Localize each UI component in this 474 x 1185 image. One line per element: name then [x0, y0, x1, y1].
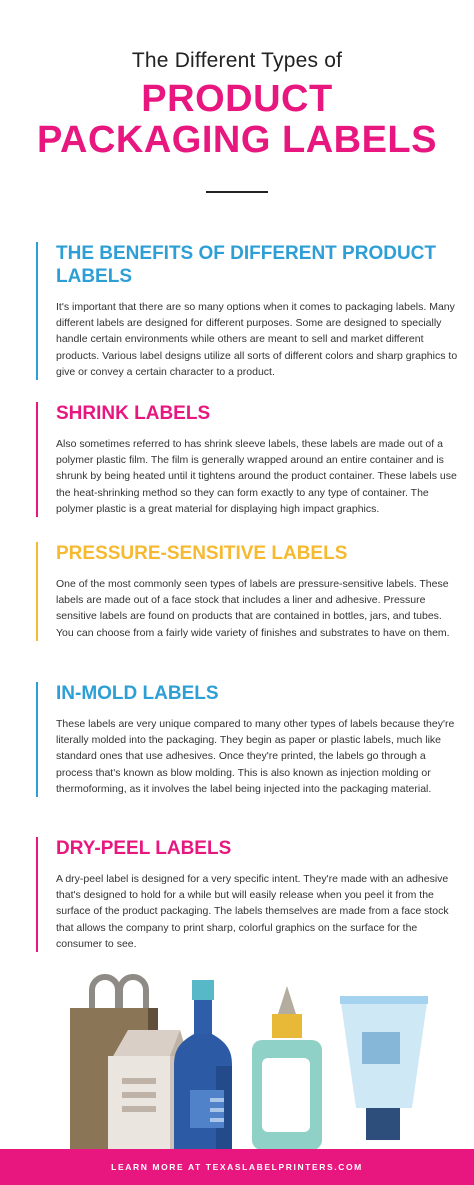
section-shrink-labels [36, 402, 458, 517]
footer-link-text[interactable]: LEARN MORE AT TEXASLABELPRINTERS.COM [111, 1162, 363, 1172]
section-body: A dry-peel label is designed for a very specific intent. They're made with an adhesive that's designed to hold for a while but will easily release when you peel it from the surface of the product packaging. The labels themselves are made from a face stock that allows the company to print sharp, colorful graphics on the surface for the consumer to see. [56, 873, 449, 950]
title-line-1: The Different Types of [131, 49, 343, 72]
footer-banner [0, 1149, 474, 1185]
section-body: These labels are very unique compared to many other types of labels because they're literally molded into the packaging. They begin as paper or plastic labels, much like standard ones that use adhesives. Once they're printed, the labels go through a process that's known as blow molding. This is also known as injection molding or thermoforming, as it involves the label being injected into the packaging material. [56, 718, 455, 795]
section-title: DRY-PEEL LABELS [56, 838, 232, 859]
section-accent-bar [36, 402, 38, 517]
section-title: IN-MOLD LABELS [56, 683, 219, 704]
bottle-icon [174, 980, 232, 1150]
section-in-mold [36, 682, 458, 797]
section-title: THE BENEFITS OF DIFFERENT PRODUCT LABELS [56, 243, 436, 287]
section-dry-peel [36, 837, 458, 952]
title-product: PRODUCT [141, 78, 333, 120]
section-body: It's important that there are so many options when it comes to packaging labels. Many different labels are designed for different purposes. Some are designed to specially handle certain environments while others are meant to sell and market different products. Various label designs utilize all sorts of different colors and sharp graphics to give or convey a certain character to a product. [56, 301, 458, 378]
packaging-illustration [0, 970, 474, 1150]
section-title: SHRINK LABELS [56, 403, 211, 424]
section-body: One of the most commonly seen types of labels are pressure-sensitive labels. These labels are made out of a face stock that includes a liner and adhesive. Pressure sensitive labels are found on products that are contained in bottles, jars, and tubes. You can choose from a fairly wide variety of finishes and substrates to have on them. [56, 578, 450, 639]
tube-icon [340, 996, 428, 1140]
section-benefits [36, 242, 458, 380]
section-accent-bar [36, 682, 38, 797]
title-line-2 [0, 79, 474, 161]
section-accent-bar [36, 542, 38, 641]
title-packaging-labels: PACKAGING LABELS [37, 119, 437, 161]
section-pressure-sensitive [36, 542, 458, 641]
section-title: PRESSURE-SENSITIVE LABELS [56, 543, 348, 564]
section-accent-bar [36, 837, 38, 952]
title-divider [206, 191, 268, 193]
header [0, 0, 474, 193]
glue-bottle-icon [252, 986, 322, 1150]
section-body: Also sometimes referred to has shrink sleeve labels, these labels are made out of a polymer plastic film. The film is generally wrapped around an entire container and is shrunk by being heated until it tightens around the product container. These labels use the heat-shrinking method so they can form exactly to any type of container. The polymer plastic is a great material for displaying high impact graphics. [56, 438, 457, 515]
section-accent-bar [36, 242, 38, 380]
